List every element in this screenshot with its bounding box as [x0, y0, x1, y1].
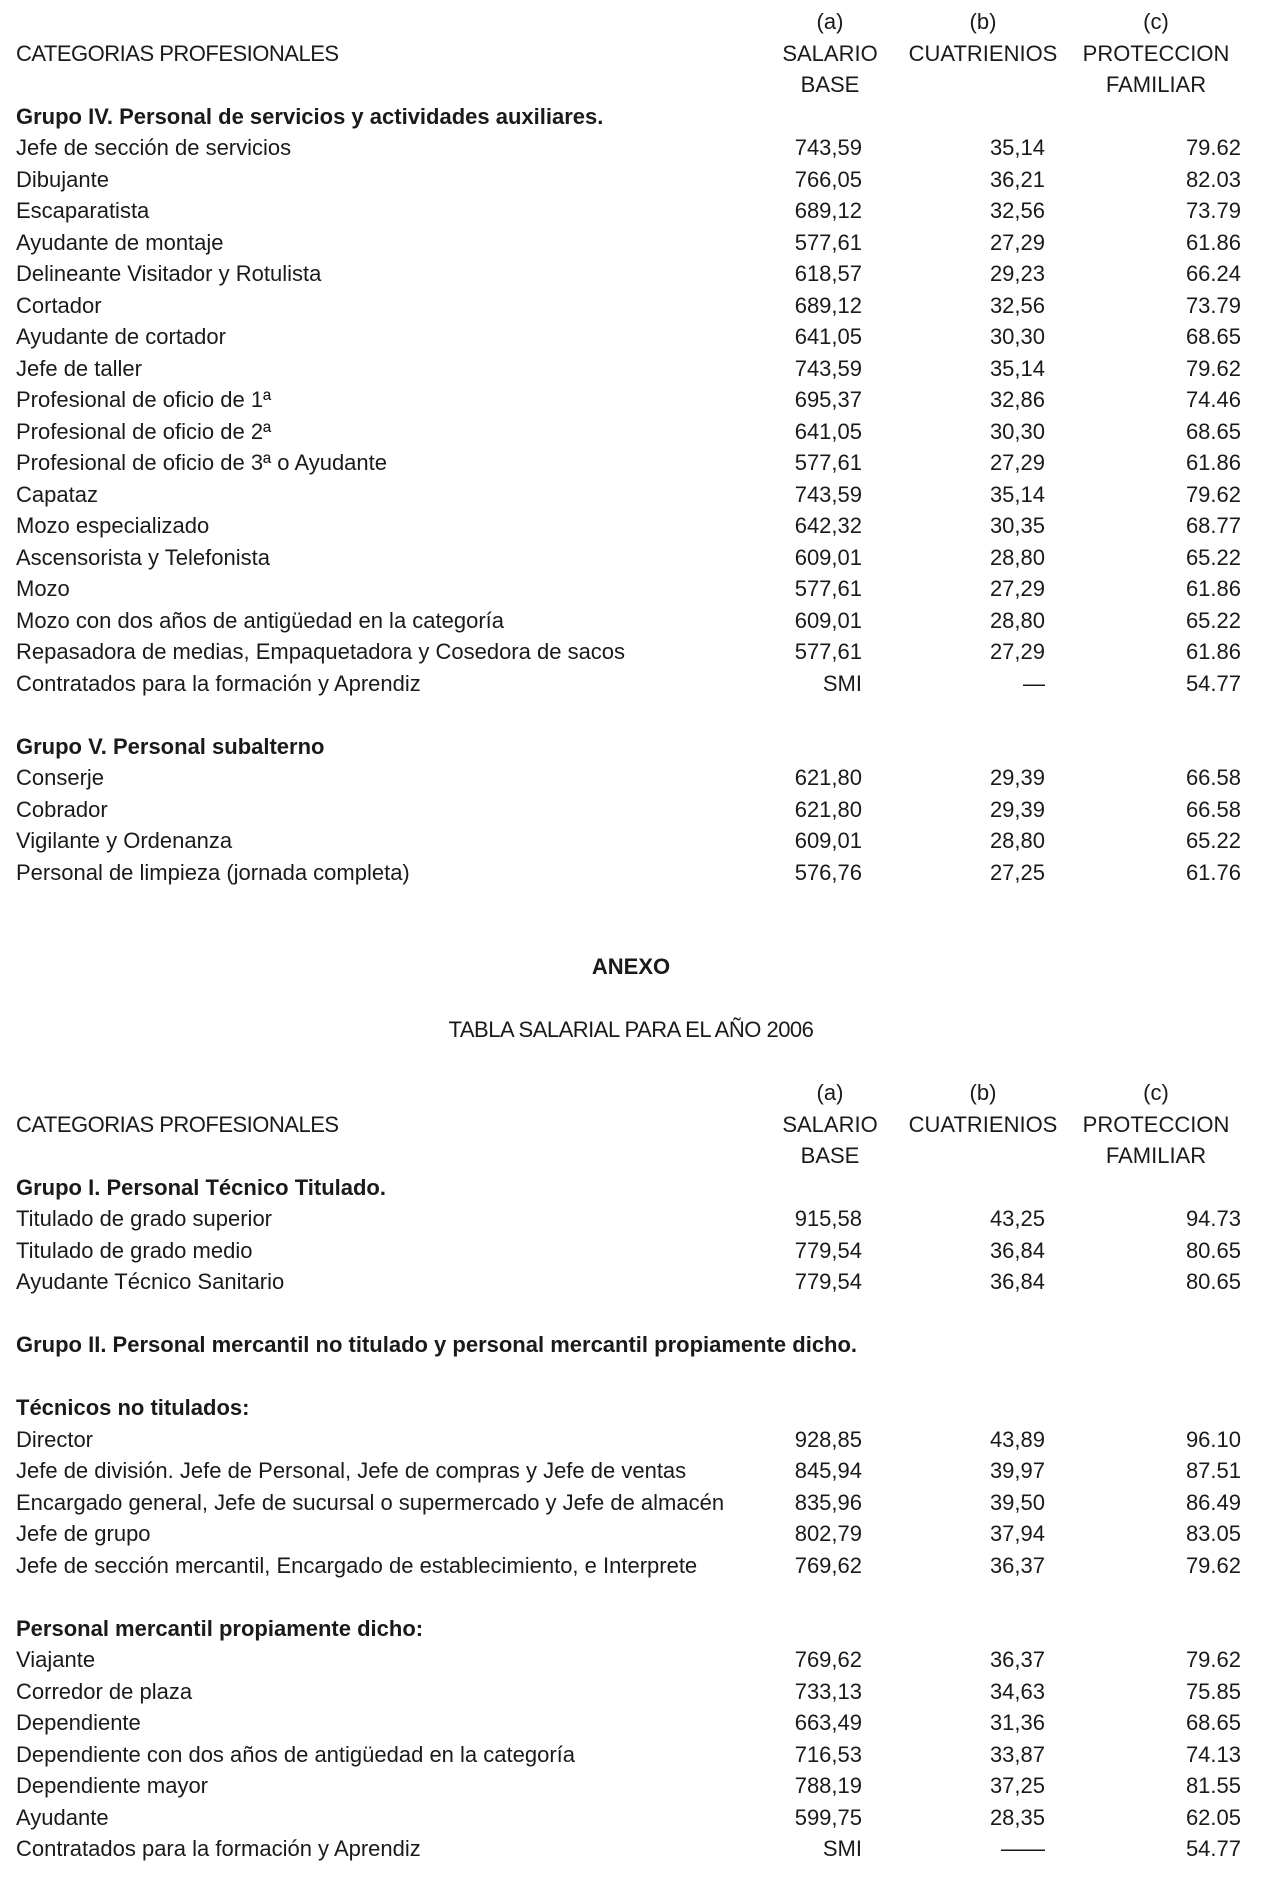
proteccion-familiar-cell: 86.49: [1185, 1489, 1241, 1515]
salario-base-cell: 779,54: [794, 1237, 862, 1263]
category-cell: Dependiente con dos años de antigüedad en la categoría: [16, 1741, 575, 1767]
category-cell: Ayudante de cortador: [16, 324, 226, 349]
salario-base-cell: 609,01: [794, 544, 862, 570]
salario-base-cell: 779,54: [794, 1269, 862, 1294]
category-cell: Ayudante Técnico Sanitario: [16, 1269, 285, 1294]
cuatrienios-cell: 39,97: [989, 1458, 1045, 1483]
salario-base-cell: 743,59: [794, 481, 862, 507]
proteccion-familiar-cell: 66.58: [1185, 796, 1241, 822]
cuatrienios-cell: 32,56: [989, 198, 1045, 223]
cuatrienios-cell: 28,80: [989, 544, 1045, 570]
salario-base-cell: 788,19: [794, 1773, 862, 1798]
group-title: [16, 1392, 1246, 1424]
group4-rows: [16, 132, 1246, 699]
salario-base-cell: 695,37: [794, 387, 862, 412]
proteccion-familiar-cell: 79.62: [1185, 355, 1241, 381]
col-c-header: PROTECCION: [1082, 40, 1230, 66]
category-cell: Titulado de grado medio: [16, 1237, 253, 1263]
proteccion-familiar-cell: 66.24: [1185, 261, 1241, 286]
proteccion-familiar-cell: 79.62: [1185, 1647, 1241, 1672]
table-row: [16, 290, 1246, 322]
proteccion-familiar-cell: 66.58: [1185, 765, 1241, 790]
category-cell: Ayudante: [16, 1804, 109, 1830]
salario-base-cell: 577,61: [794, 450, 862, 475]
category-cell: Encargado general, Jefe de sucursal o supermercado y Jefe de almacén: [16, 1489, 725, 1515]
cuatrienios-cell: 35,14: [989, 481, 1045, 507]
proteccion-familiar-cell: 73.79: [1185, 292, 1241, 318]
proteccion-familiar-cell: 54.77: [1185, 670, 1241, 696]
cuatrienios-cell: 36,37: [989, 1552, 1045, 1578]
col-c-header: PROTECCION: [1082, 1111, 1230, 1137]
table-row: [16, 258, 1246, 290]
table-row: [16, 1266, 1246, 1298]
proteccion-familiar-cell: 74.46: [1185, 387, 1241, 412]
table-row: [16, 573, 1246, 605]
cuatrienios-cell: 30,35: [989, 513, 1045, 538]
table-row: [16, 416, 1246, 448]
proteccion-familiar-cell: 54.77: [1185, 1836, 1241, 1861]
proteccion-familiar-cell: 61.86: [1185, 450, 1241, 475]
tecnicos-title: Técnicos no titulados:: [16, 1395, 250, 1420]
proteccion-familiar-cell: 79.62: [1185, 481, 1241, 507]
salario-base-cell: 576,76: [794, 859, 862, 885]
col-a-header: SALARIO: [782, 1111, 878, 1137]
salario-base-cell: 733,13: [794, 1678, 862, 1704]
salario-base-cell: 928,85: [794, 1426, 862, 1452]
proteccion-familiar-cell: 79.62: [1185, 135, 1241, 160]
proteccion-familiar-cell: 61.86: [1185, 639, 1241, 664]
table-row: [16, 1833, 1246, 1865]
cuatrienios-cell: 27,25: [989, 859, 1045, 885]
group5-rows: [16, 762, 1246, 888]
proteccion-familiar-cell: 61.86: [1185, 229, 1241, 255]
cuatrienios-cell: 36,21: [989, 166, 1045, 192]
salario-base-cell: 609,01: [794, 828, 862, 853]
table-row: [16, 794, 1246, 826]
anexo-subtitle: TABLA SALARIAL PARA EL AÑO 2006: [448, 1017, 814, 1042]
mercantil-title: Personal mercantil propiamente dicho:: [16, 1615, 424, 1641]
cuatrienios-cell: 32,86: [989, 387, 1045, 412]
table-row: [16, 132, 1246, 164]
proteccion-familiar-cell: 65.22: [1185, 607, 1241, 633]
category-cell: Mozo con dos años de antigüedad en la categoría: [16, 607, 505, 633]
cuatrienios-cell: 36,37: [989, 1647, 1045, 1672]
category-cell: Titulado de grado superior: [16, 1206, 273, 1231]
group-title: [16, 1329, 1246, 1361]
group2-title: Grupo II. Personal mercantil no titulado y personal mercantil propiamente dicho.: [16, 1332, 858, 1357]
category-cell: Ayudante de montaje: [16, 229, 224, 255]
proteccion-familiar-cell: 61.86: [1185, 576, 1241, 601]
table-row: [16, 227, 1246, 259]
cuatrienios-cell: 35,14: [989, 135, 1045, 160]
category-cell: Mozo especializado: [16, 513, 210, 538]
table-row: [16, 1235, 1246, 1267]
salario-base-cell: 835,96: [794, 1489, 862, 1515]
category-cell: Corredor de plaza: [16, 1678, 193, 1704]
salario-base-cell: 663,49: [794, 1710, 862, 1735]
table-row: [16, 762, 1246, 794]
proteccion-familiar-cell: 61.76: [1185, 859, 1241, 885]
salario-base-cell: 716,53: [794, 1741, 862, 1767]
category-cell: Delineante Visitador y Rotulista: [16, 261, 322, 286]
cuatrienios-cell: 27,29: [989, 576, 1045, 601]
table-row: [16, 510, 1246, 542]
category-cell: Cortador: [16, 292, 102, 318]
salario-base-cell: 609,01: [794, 607, 862, 633]
table-row: [16, 479, 1246, 511]
table-row: [16, 605, 1246, 637]
cuatrienios-cell: 29,39: [989, 796, 1045, 822]
salario-base-cell: 766,05: [794, 166, 862, 192]
table-row: [16, 1770, 1246, 1802]
salario-base-cell: 769,62: [794, 1552, 862, 1578]
cuatrienios-cell: 35,14: [989, 355, 1045, 381]
cuatrienios-cell: —: [1023, 670, 1045, 696]
salario-base-cell: 641,05: [794, 418, 862, 444]
table-row: [16, 353, 1246, 385]
table1-header: [16, 6, 1246, 101]
document-page: [16, 6, 1246, 1865]
table-row: [16, 384, 1246, 416]
category-cell: Viajante: [16, 1647, 96, 1672]
col-b-header: CUATRIENIOS: [908, 40, 1058, 66]
category-cell: Jefe de división. Jefe de Personal, Jefe de compras y Jefe de ventas: [16, 1458, 687, 1483]
category-cell: Profesional de oficio de 2ª: [16, 418, 272, 444]
salario-base-cell: 618,57: [794, 261, 862, 286]
proteccion-familiar-cell: 62.05: [1185, 1804, 1241, 1830]
col-a-header-line2: BASE: [800, 72, 860, 97]
cuatrienios-cell: 29,23: [989, 261, 1045, 286]
col-b-letter: (b): [969, 1080, 997, 1105]
col-b-letter: (b): [969, 9, 997, 34]
tecnicos-rows: [16, 1424, 1246, 1582]
table2-header: [16, 1077, 1246, 1172]
category-cell: Vigilante y Ordenanza: [16, 828, 233, 853]
category-cell: Ascensorista y Telefonista: [16, 544, 270, 570]
proteccion-familiar-cell: 68.65: [1185, 324, 1241, 349]
col-c-letter: (c): [1143, 9, 1169, 34]
table-row: [16, 1424, 1246, 1456]
table-row: [16, 447, 1246, 479]
proteccion-familiar-cell: 81.55: [1185, 1773, 1241, 1798]
category-cell: Escaparatista: [16, 198, 150, 223]
group1-rows: [16, 1203, 1246, 1298]
cuatrienios-cell: 30,30: [989, 418, 1045, 444]
proteccion-familiar-cell: 74.13: [1185, 1741, 1241, 1767]
salario-base-cell: SMI: [822, 670, 862, 696]
table-row: [16, 1802, 1246, 1834]
category-cell: Contratados para la formación y Aprendiz: [16, 670, 421, 696]
cuatrienios-cell: 36,84: [989, 1269, 1045, 1294]
col-c-header-line2: FAMILIAR: [1105, 1143, 1207, 1168]
table-row: [16, 857, 1246, 889]
cuatrienios-cell: 39,50: [989, 1489, 1045, 1515]
group1-title: Grupo I. Personal Técnico Titulado.: [16, 1174, 386, 1200]
salario-base-cell: SMI: [822, 1836, 862, 1861]
cuatrienios-cell: 31,36: [989, 1710, 1045, 1735]
salario-base-cell: 621,80: [794, 765, 862, 790]
col-a-letter: (a): [816, 9, 844, 34]
salario-base-cell: 642,32: [794, 513, 862, 538]
category-cell: Contratados para la formación y Aprendiz: [16, 1836, 421, 1861]
salario-base-cell: 577,61: [794, 639, 862, 664]
cuatrienios-cell: 34,63: [989, 1678, 1045, 1704]
proteccion-familiar-cell: 79.62: [1185, 1552, 1241, 1578]
table-row: [16, 195, 1246, 227]
table-row: [16, 1707, 1246, 1739]
proteccion-familiar-cell: 65.22: [1185, 544, 1241, 570]
proteccion-familiar-cell: 75.85: [1185, 1678, 1241, 1704]
group-title: [16, 1613, 1246, 1645]
group-title: [16, 1172, 1246, 1204]
category-cell: Jefe de grupo: [16, 1521, 151, 1546]
table-row: [16, 1644, 1246, 1676]
table-row: [16, 1487, 1246, 1519]
cuatrienios-cell: ——: [1001, 1836, 1045, 1861]
salario-base-cell: 689,12: [794, 198, 862, 223]
category-cell: Director: [16, 1426, 94, 1452]
proteccion-familiar-cell: 87.51: [1185, 1458, 1241, 1483]
cuatrienios-cell: 28,35: [989, 1804, 1045, 1830]
group-title: [16, 101, 1246, 133]
cuatrienios-cell: 29,39: [989, 765, 1045, 790]
proteccion-familiar-cell: 83.05: [1185, 1521, 1241, 1546]
salario-base-cell: 743,59: [794, 355, 862, 381]
category-cell: Jefe de taller: [16, 355, 142, 381]
table-row: [16, 825, 1246, 857]
anexo-title: ANEXO: [591, 954, 671, 979]
proteccion-familiar-cell: 68.65: [1185, 418, 1241, 444]
salario-base-cell: 689,12: [794, 292, 862, 318]
salario-base-cell: 577,61: [794, 229, 862, 255]
category-cell: Cobrador: [16, 796, 108, 822]
cuatrienios-cell: 28,80: [989, 607, 1045, 633]
category-cell: Conserje: [16, 765, 105, 790]
table-row: [16, 1203, 1246, 1235]
category-cell: Repasadora de medias, Empaquetadora y Cosedora de sacos: [16, 639, 626, 664]
proteccion-familiar-cell: 65.22: [1185, 828, 1241, 853]
mercantil-rows: [16, 1644, 1246, 1865]
salario-base-cell: 599,75: [794, 1804, 862, 1830]
cuatrienios-cell: 43,25: [989, 1206, 1045, 1231]
table-row: [16, 164, 1246, 196]
proteccion-familiar-cell: 68.77: [1185, 513, 1241, 538]
col-a-letter: (a): [816, 1080, 844, 1105]
group5-title: Grupo V. Personal subalterno: [16, 733, 325, 759]
category-cell: Profesional de oficio de 1ª: [16, 387, 272, 412]
table-row: [16, 1676, 1246, 1708]
col-c-letter: (c): [1143, 1080, 1169, 1105]
cuatrienios-cell: 27,29: [989, 229, 1045, 255]
category-cell: Profesional de oficio de 3ª o Ayudante: [16, 450, 388, 475]
cuatrienios-cell: 28,80: [989, 828, 1045, 853]
table-row: [16, 636, 1246, 668]
cuatrienios-cell: 27,29: [989, 450, 1045, 475]
table-row: [16, 1518, 1246, 1550]
col-b-header: CUATRIENIOS: [908, 1111, 1058, 1137]
salario-base-cell: 577,61: [794, 576, 862, 601]
group-title: [16, 731, 1246, 763]
table-row: [16, 1455, 1246, 1487]
category-cell: Jefe de sección mercantil, Encargado de establecimiento, e Interprete: [16, 1552, 698, 1578]
col-a-header: SALARIO: [782, 40, 878, 66]
cuatrienios-cell: 27,29: [989, 639, 1045, 664]
category-cell: Dependiente: [16, 1710, 141, 1735]
proteccion-familiar-cell: 80.65: [1185, 1237, 1241, 1263]
cuatrienios-cell: 33,87: [989, 1741, 1045, 1767]
cuatrienios-cell: 30,30: [989, 324, 1045, 349]
category-cell: Dependiente mayor: [16, 1773, 209, 1798]
salario-base-cell: 621,80: [794, 796, 862, 822]
proteccion-familiar-cell: 96.10: [1185, 1426, 1241, 1452]
category-cell: Mozo: [16, 576, 70, 601]
col-category-header: CATEGORIAS PROFESIONALES: [16, 1111, 339, 1137]
salario-base-cell: 641,05: [794, 324, 862, 349]
table-row: [16, 321, 1246, 353]
proteccion-familiar-cell: 82.03: [1185, 166, 1241, 192]
col-c-header-line2: FAMILIAR: [1105, 72, 1207, 97]
salario-base-cell: 845,94: [794, 1458, 862, 1483]
cuatrienios-cell: 32,56: [989, 292, 1045, 318]
cuatrienios-cell: 43,89: [989, 1426, 1045, 1452]
proteccion-familiar-cell: 94.73: [1185, 1206, 1241, 1231]
group4-title: Grupo IV. Personal de servicios y actividades auxiliares.: [16, 103, 604, 129]
category-cell: Capataz: [16, 481, 98, 507]
cuatrienios-cell: 36,84: [989, 1237, 1045, 1263]
category-cell: Personal de limpieza (jornada completa): [16, 859, 410, 885]
salario-base-cell: 915,58: [794, 1206, 862, 1231]
table-row: [16, 1739, 1246, 1771]
proteccion-familiar-cell: 68.65: [1185, 1710, 1241, 1735]
salario-base-cell: 743,59: [794, 135, 862, 160]
category-cell: Jefe de sección de servicios: [16, 135, 292, 160]
cuatrienios-cell: 37,25: [989, 1773, 1045, 1798]
table-row: [16, 1550, 1246, 1582]
salario-base-cell: 769,62: [794, 1647, 862, 1672]
table-row: [16, 668, 1246, 700]
table-row: [16, 542, 1246, 574]
salario-base-cell: 802,79: [794, 1521, 862, 1546]
proteccion-familiar-cell: 73.79: [1185, 198, 1241, 223]
cuatrienios-cell: 37,94: [989, 1521, 1045, 1546]
col-a-header-line2: BASE: [800, 1143, 860, 1168]
col-category-header: CATEGORIAS PROFESIONALES: [16, 40, 339, 66]
proteccion-familiar-cell: 80.65: [1185, 1269, 1241, 1294]
category-cell: Dibujante: [16, 166, 109, 192]
